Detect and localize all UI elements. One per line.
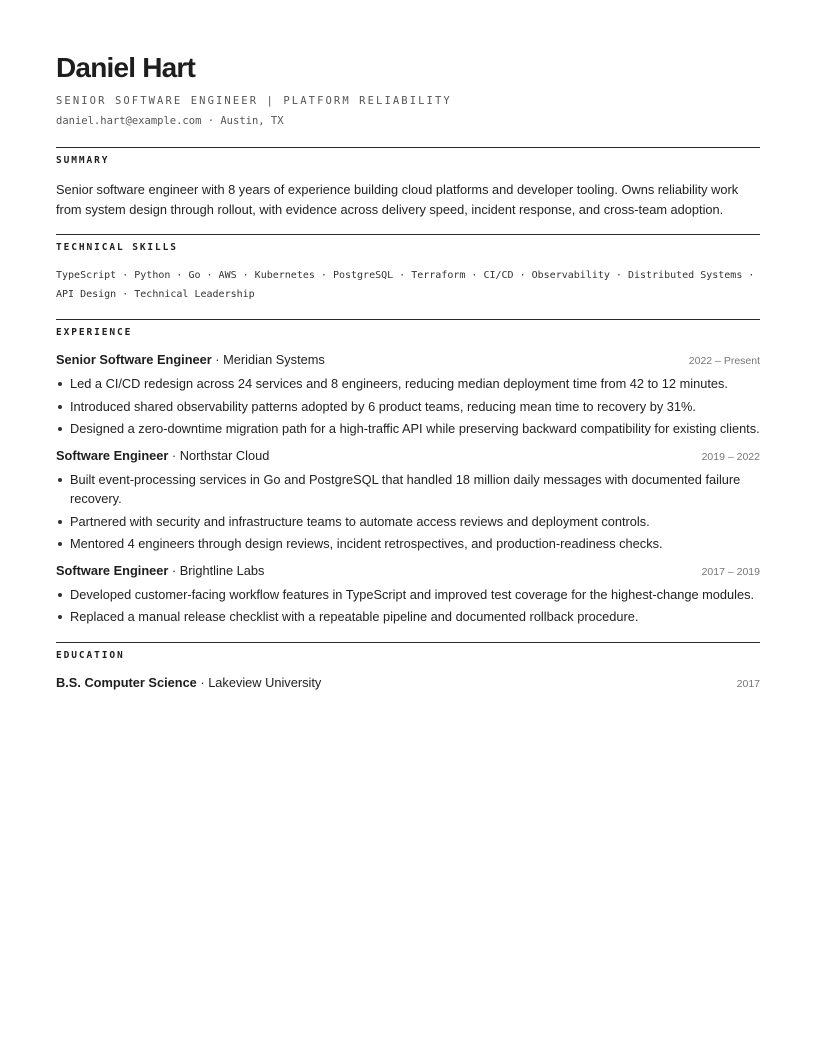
- resume-page: [56, 50, 760, 693]
- bullet-item: Mentored 4 engineers through design reviews, incident retrospectives, and production-readiness checks.: [56, 534, 760, 554]
- degree-school: [56, 674, 321, 692]
- degree: B.S. Computer Science: [56, 674, 197, 690]
- education-entry: [56, 674, 760, 693]
- skills-section: [56, 234, 760, 304]
- job-role: Software Engineer: [56, 562, 169, 578]
- job-dates: 2019 – 2022: [701, 450, 760, 463]
- job-bullets: [56, 374, 760, 439]
- bullet-item: Developed customer-facing workflow features in TypeScript and improved test coverage for the highest-change modules.: [56, 585, 760, 605]
- bullet-item: Introduced shared observability patterns adopted by 6 product teams, reducing mean time to recovery by 31%.: [56, 397, 760, 417]
- skills-list: TypeScript · Python · Go · AWS · Kubernetes · PostgreSQL · Terraform · CI/CD · Observability · Distributed Systems · API Design · Technical Leadership: [56, 270, 755, 300]
- job-company: · Northstar Cloud: [171, 447, 270, 463]
- candidate-title: SENIOR SOFTWARE ENGINEER | PLATFORM RELIABILITY: [56, 95, 452, 107]
- job-role: Software Engineer: [56, 447, 169, 463]
- job-role-company: [56, 351, 325, 369]
- job-header: [56, 447, 760, 466]
- job-entry: [56, 447, 760, 554]
- education-year: 2017: [736, 677, 760, 690]
- bullet-item: Built event-processing services in Go and PostgreSQL that handled 18 million daily messages with documented failure recovery.: [56, 470, 760, 509]
- summary-text: Senior software engineer with 8 years of experience building cloud platforms and developer tooling. Owns reliability work from system design through rollout, with evidence across delivery speed, incident response, and cross-team adoption.: [56, 182, 739, 217]
- job-bullets: [56, 470, 760, 554]
- school: · Lakeview University: [200, 674, 322, 690]
- job-bullets: [56, 585, 760, 627]
- section-heading: EXPERIENCE: [56, 327, 133, 338]
- education-section: [56, 642, 760, 693]
- bullet-item: Designed a zero-downtime migration path for a high-traffic API while preserving backward compatibility for existing clients.: [56, 419, 760, 439]
- job-entry: [56, 351, 760, 439]
- job-dates: 2017 – 2019: [701, 565, 760, 578]
- experience-section: [56, 319, 760, 627]
- job-role-company: [56, 447, 269, 465]
- section-heading: EDUCATION: [56, 649, 125, 661]
- job-entry: [56, 562, 760, 627]
- candidate-name: Daniel Hart: [56, 52, 196, 83]
- job-dates: 2022 – Present: [688, 355, 760, 367]
- bullet-item: Partnered with security and infrastructure teams to automate access reviews and deployment controls.: [56, 512, 760, 532]
- job-header: [56, 351, 760, 370]
- job-role-company: [56, 562, 264, 580]
- section-heading: SUMMARY: [56, 155, 110, 166]
- job-role: Senior Software Engineer: [56, 352, 212, 367]
- job-company: · Brightline Labs: [171, 562, 265, 578]
- summary-section: [56, 147, 760, 219]
- contact-line: daniel.hart@example.com · Austin, TX: [56, 115, 284, 127]
- job-company: · Meridian Systems: [215, 352, 325, 367]
- job-header: [56, 562, 760, 581]
- section-heading: TECHNICAL SKILLS: [56, 242, 178, 253]
- bullet-item: Led a CI/CD redesign across 24 services and 8 engineers, reducing median deployment time from 42 to 12 minutes.: [56, 374, 760, 394]
- bullet-item: Replaced a manual release checklist with a repeatable pipeline and documented rollback procedure.: [56, 607, 760, 627]
